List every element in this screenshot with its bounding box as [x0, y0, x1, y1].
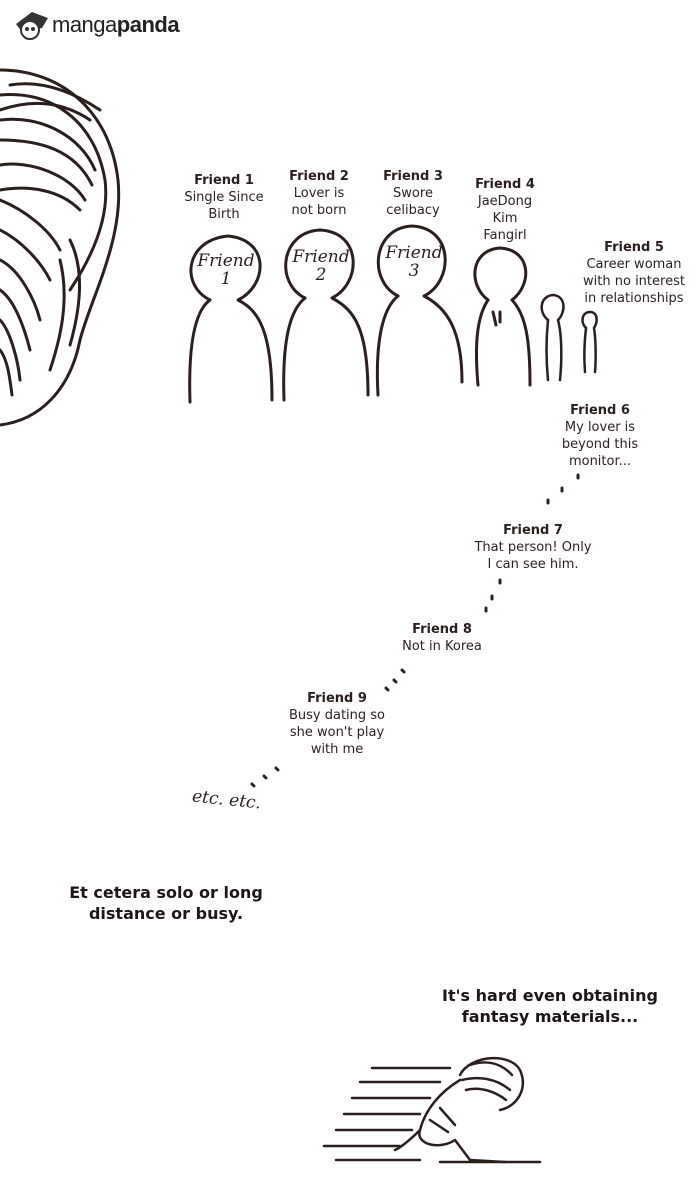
friend-title: Friend 4: [475, 177, 535, 192]
friend-5a-figure: [542, 295, 564, 380]
friend-description: Career woman with no interest in relationships: [583, 257, 685, 306]
friend-title: Friend 3: [383, 169, 443, 184]
etc-label: etc. etc.: [191, 786, 262, 814]
friend-title: Friend 8: [412, 622, 472, 637]
narration-box-2: It's hard even obtaining fantasy materials...: [442, 986, 658, 1026]
friend-1-figure-label: Friend 1: [197, 251, 255, 289]
friend-2-figure-label: Friend 2: [292, 247, 350, 285]
friend-description: My lover is beyond this monitor...: [561, 420, 639, 469]
friend-2-caption: [276, 168, 362, 219]
friend-title: Friend 1: [194, 173, 254, 188]
narration-box-1: Et cetera solo or long distance or busy.: [69, 883, 263, 923]
friend-5b-figure: [583, 312, 597, 372]
friend-title: Friend 9: [307, 691, 367, 706]
friend-description: Busy dating so she won't play with me: [288, 708, 386, 757]
friend-description: Single Since Birth: [184, 190, 264, 222]
friend-8-caption: [390, 621, 494, 655]
main-character-head: [0, 70, 119, 425]
friend-description: Lover is not born: [291, 186, 347, 218]
friend-4-figure: [475, 248, 530, 385]
friend-description: JaeDong Kim Fangirl: [477, 194, 533, 243]
friend-4-caption: [462, 176, 548, 244]
logo-text: mangapanda: [52, 12, 180, 37]
friend-7-caption: [466, 522, 600, 573]
friend-5-caption: [574, 239, 694, 307]
friend-title: Friend 7: [503, 523, 563, 538]
friend-description: Swore celibacy: [386, 186, 440, 218]
friend-3-caption: [370, 168, 456, 219]
friend-description: That person! Only I can see him.: [474, 540, 592, 572]
friend-title: Friend 5: [604, 240, 664, 255]
friend-9-caption: [280, 690, 394, 758]
running-girl: [324, 1058, 540, 1162]
friend-3-figure-label: Friend 3: [385, 243, 443, 281]
friend-title: Friend 2: [289, 169, 349, 184]
friend-6-caption: [548, 402, 652, 470]
friend-description: Not in Korea: [402, 639, 482, 654]
friend-1-caption: [172, 172, 276, 223]
friend-title: Friend 6: [570, 403, 630, 418]
